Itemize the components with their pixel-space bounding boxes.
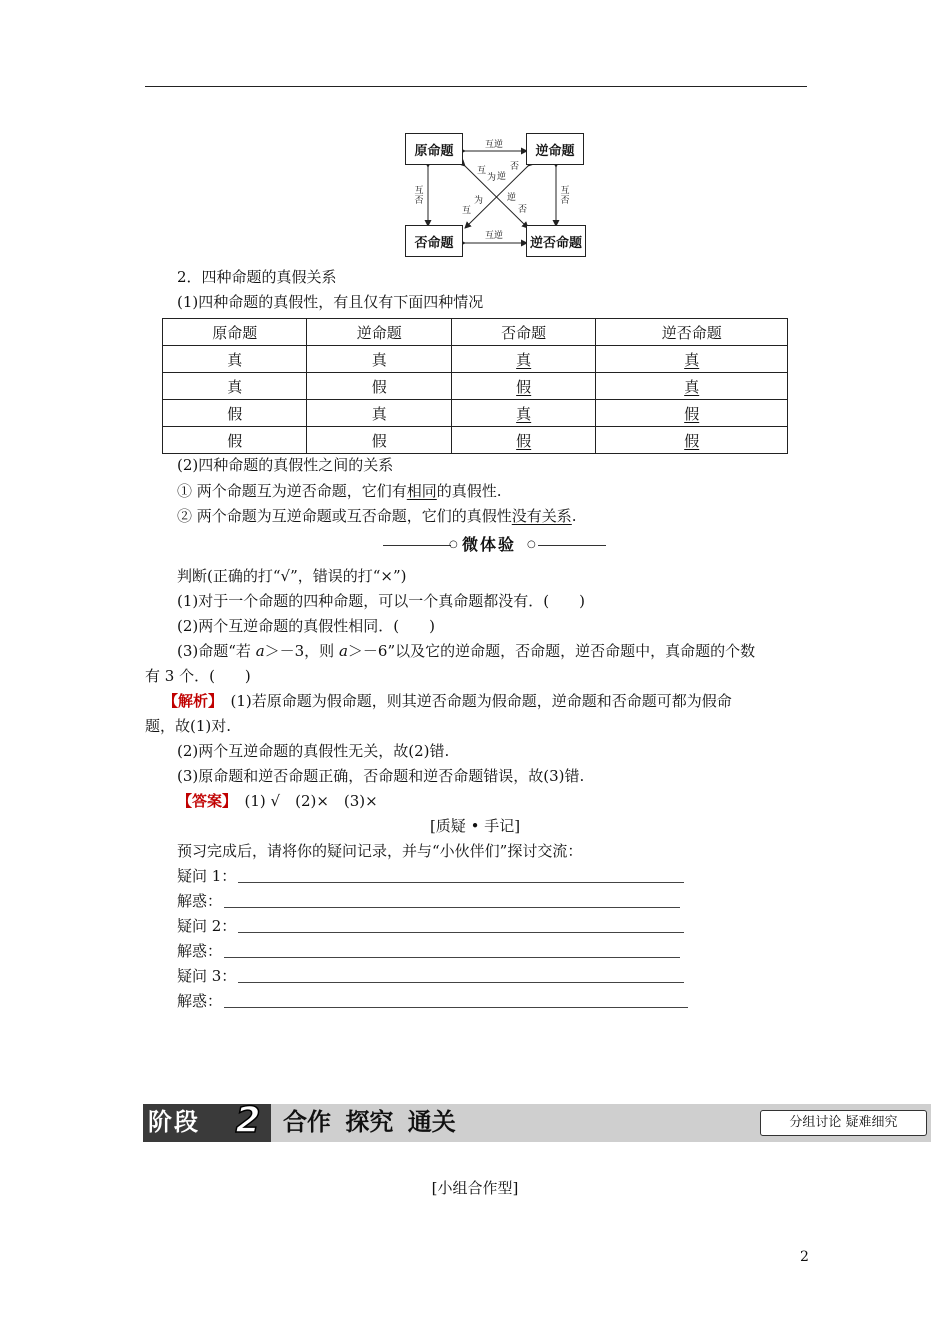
box-converse: 逆命题: [526, 133, 584, 165]
micro-q3-cont: 有 3 个．( ): [145, 667, 251, 685]
stage-title: 合作 探究 通关: [283, 1107, 456, 1136]
relation-1: ① 两个命题互为逆否命题，它们有相同的真假性.: [177, 482, 502, 500]
table-cell: [451, 346, 595, 373]
table-cell: 真: [163, 373, 307, 400]
solution-1-field[interactable]: [224, 907, 680, 908]
page-number: 2: [800, 1249, 809, 1265]
table-row: [163, 400, 788, 427]
cell-answer: 假: [516, 431, 532, 450]
table-cell: [596, 346, 788, 373]
question-2-label: 疑问 2：: [177, 917, 237, 935]
solution-1-label: 解惑：: [177, 892, 223, 910]
banner-rule-left: [383, 545, 451, 546]
solution-2-label: 解惑：: [177, 942, 223, 960]
relation-2-blank: 没有关系: [511, 507, 572, 525]
solution-3-label: 解惑：: [177, 992, 223, 1010]
diag-label-b1: 否: [518, 205, 528, 215]
cell-answer: 假: [516, 377, 532, 396]
question-1-label: 疑问 1：: [177, 867, 237, 885]
cell-answer: 真: [684, 377, 700, 396]
box-contrapositive: 逆否命题: [526, 225, 586, 257]
question-2-field[interactable]: [238, 932, 684, 933]
stage-label: 阶段: [148, 1108, 200, 1136]
box-inverse: 否命题: [405, 225, 463, 257]
table-cell: 假: [307, 427, 451, 454]
micro-q1: (1)对于一个命题的四种命题，可以一个真命题都没有．( ): [177, 592, 585, 610]
table-cell: [596, 373, 788, 400]
micro-q3: (3)命题“若 a＞－3，则 a＞－6”以及它的逆命题，否命题，逆否命题中，真命题的个数: [177, 642, 756, 660]
analysis-3: (3)原命题和逆否命题正确，否命题和逆否命题错误，故(3)错.: [177, 767, 585, 785]
analysis: 【解析】 (1)若原命题为假命题，则其逆否命题为假命题，逆命题和否命题可都为假命: [163, 692, 732, 710]
solution-2-field[interactable]: [224, 957, 680, 958]
group-title: [小组合作型]: [431, 1179, 519, 1197]
edge-left-label: 互否: [414, 186, 424, 206]
table-cell: [451, 400, 595, 427]
notes-title: [质疑 • 手记]: [429, 817, 521, 835]
question-3-field[interactable]: [238, 982, 684, 983]
diag-label-a3: 逆: [497, 172, 507, 182]
table-cell: [596, 400, 788, 427]
cell-answer: 假: [684, 404, 700, 423]
edge-bottom-label: 互逆: [485, 231, 504, 241]
circle-icon: ○: [527, 539, 536, 550]
table-cell: 真: [307, 346, 451, 373]
relation-1-blank: 相同: [406, 482, 437, 500]
table-cell: [596, 427, 788, 454]
micro-instruction: 判断(正确的打“√”，错误的打“×”): [177, 567, 407, 585]
table-cell: 假: [163, 427, 307, 454]
table-cell: [451, 373, 595, 400]
diag-label-a2: 为: [487, 173, 497, 183]
diag-label-b3: 为: [474, 196, 484, 206]
cell-answer: 真: [516, 404, 532, 423]
cell-answer: 假: [684, 431, 700, 450]
table-row: [163, 373, 788, 400]
table-header: 否命题: [451, 319, 595, 346]
diagram-arrows: [0, 0, 950, 270]
notes-intro: 预习完成后，请将你的疑问记录，并与“小伙伴们”探讨交流：: [177, 842, 583, 860]
banner-rule-right: [538, 545, 606, 546]
solution-3-field[interactable]: [224, 1007, 688, 1008]
diag-label-a1: 互: [477, 166, 487, 176]
subsection-1: (1)四种命题的真假性，有且仅有下面四种情况: [177, 293, 484, 311]
table-header: 原命题: [163, 319, 307, 346]
table-header-row: [163, 319, 788, 346]
stage-number: 2: [235, 1100, 261, 1141]
table-row: [163, 346, 788, 373]
table-cell: 真: [163, 346, 307, 373]
table-cell: 假: [307, 373, 451, 400]
edge-right-label: 互否: [560, 186, 570, 206]
subsection-2: (2)四种命题的真假性之间的关系: [177, 456, 394, 474]
edge-top-label: 互逆: [485, 140, 504, 150]
micro-q2: (2)两个互逆命题的真假性相同．( ): [177, 617, 435, 635]
box-original: 原命题: [405, 133, 463, 165]
table-cell: 真: [307, 400, 451, 427]
relation-2: ② 两个命题为互逆命题或互否命题，它们的真假性没有关系.: [177, 507, 577, 525]
table-cell: 假: [163, 400, 307, 427]
table-cell: [451, 427, 595, 454]
micro-title: 微体验: [462, 535, 517, 554]
table-header: 逆否命题: [596, 319, 788, 346]
analysis-cont: 题，故(1)对.: [145, 717, 232, 735]
answer: 【答案】 (1) √ (2)× (3)×: [177, 792, 378, 810]
table-header: 逆命题: [307, 319, 451, 346]
analysis-2: (2)两个互逆命题的真假性无关，故(2)错.: [177, 742, 450, 760]
truth-table: [162, 318, 788, 454]
analysis-tag: 【解析】: [163, 692, 216, 710]
stage-tag: 分组讨论 疑难细究: [760, 1110, 927, 1136]
diag-label-a4: 否: [510, 162, 520, 172]
section-heading: 2．四种命题的真假关系: [177, 268, 337, 286]
question-1-field[interactable]: [238, 882, 684, 883]
table-row: [163, 427, 788, 454]
circle-icon: ○: [449, 539, 458, 550]
question-3-label: 疑问 3：: [177, 967, 237, 985]
cell-answer: 真: [684, 350, 700, 369]
diag-label-b4: 互: [462, 206, 472, 216]
answer-tag: 【答案】: [177, 792, 230, 810]
cell-answer: 真: [516, 350, 532, 369]
diag-label-b2: 逆: [507, 193, 517, 203]
